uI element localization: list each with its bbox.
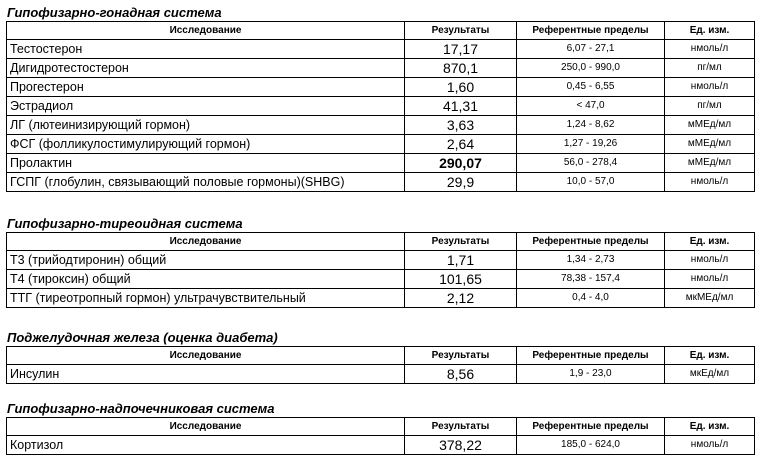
table-row (7, 251, 755, 270)
test-result: 8,56 (405, 365, 517, 384)
test-reference: 1,24 - 8,62 (517, 116, 665, 135)
test-result: 17,17 (405, 40, 517, 59)
table-row (7, 436, 755, 455)
table-row (7, 135, 755, 154)
test-name: Т4 (тироксин) общий (7, 270, 405, 289)
test-name: ФСГ (фолликулостимулирующий гормон) (7, 135, 405, 154)
header-units: Ед. изм. (665, 22, 755, 40)
test-result: 101,65 (405, 270, 517, 289)
results-table (6, 417, 755, 455)
test-name: Эстрадиол (7, 97, 405, 116)
table-header-row (7, 418, 755, 436)
section-title: Гипофизарно-надпочечниковая система (7, 401, 275, 416)
test-name: ЛГ (лютеинизирующий гормон) (7, 116, 405, 135)
test-result: 29,9 (405, 173, 517, 192)
results-table (6, 346, 755, 384)
test-reference: 78,38 - 157,4 (517, 270, 665, 289)
test-unit: нмоль/л (665, 173, 755, 192)
test-unit: пг/мл (665, 97, 755, 116)
test-unit: мМЕд/мл (665, 135, 755, 154)
section-pancreas (6, 329, 762, 384)
test-name: ГСПГ (глобулин, связывающий половые гормоны)(SHBG) (7, 173, 405, 192)
test-unit: нмоль/л (665, 78, 755, 97)
header-results: Результаты (405, 233, 517, 251)
test-result: 1,60 (405, 78, 517, 97)
test-reference: 1,34 - 2,73 (517, 251, 665, 270)
header-units: Ед. изм. (665, 418, 755, 436)
test-name: Прогестерон (7, 78, 405, 97)
test-reference: 250,0 - 990,0 (517, 59, 665, 78)
test-result-out-of-range: 290,07 (405, 154, 517, 173)
test-name: Инсулин (7, 365, 405, 384)
header-reference: Референтные пределы (517, 347, 665, 365)
header-results: Результаты (405, 22, 517, 40)
test-result: 3,63 (405, 116, 517, 135)
test-result: 870,1 (405, 59, 517, 78)
test-result: 378,22 (405, 436, 517, 455)
test-reference: 10,0 - 57,0 (517, 173, 665, 192)
test-name: ТТГ (тиреотропный гормон) ультрачувствительный (7, 289, 405, 308)
test-reference: 1,9 - 23,0 (517, 365, 665, 384)
test-name: Кортизол (7, 436, 405, 455)
table-row (7, 97, 755, 116)
header-reference: Референтные пределы (517, 418, 665, 436)
test-reference: 56,0 - 278,4 (517, 154, 665, 173)
test-unit: мМЕд/мл (665, 154, 755, 173)
test-reference: 6,07 - 27,1 (517, 40, 665, 59)
results-table (6, 232, 755, 308)
table-row (7, 59, 755, 78)
table-row (7, 173, 755, 192)
test-result: 2,64 (405, 135, 517, 154)
section-title: Гипофизарно-гонадная система (7, 5, 222, 20)
table-header-row (7, 233, 755, 251)
table-row (7, 270, 755, 289)
test-reference: 185,0 - 624,0 (517, 436, 665, 455)
test-reference: 0,45 - 6,55 (517, 78, 665, 97)
table-row (7, 154, 755, 173)
test-reference: 0,4 - 4,0 (517, 289, 665, 308)
table-row (7, 289, 755, 308)
section-pituitary-gonadal (6, 4, 762, 192)
header-units: Ед. изм. (665, 233, 755, 251)
section-title: Поджелудочная железа (оценка диабета) (7, 330, 278, 345)
test-unit: пг/мл (665, 59, 755, 78)
table-row (7, 116, 755, 135)
results-table (6, 21, 755, 192)
table-row (7, 78, 755, 97)
header-units: Ед. изм. (665, 347, 755, 365)
header-study: Исследование (7, 22, 405, 40)
test-unit: нмоль/л (665, 251, 755, 270)
test-name: Пролактин (7, 154, 405, 173)
table-header-row (7, 22, 755, 40)
section-title: Гипофизарно-тиреоидная система (7, 216, 243, 231)
test-name: Тестостерон (7, 40, 405, 59)
table-row (7, 40, 755, 59)
test-unit: мМЕд/мл (665, 116, 755, 135)
test-result: 41,31 (405, 97, 517, 116)
header-results: Результаты (405, 418, 517, 436)
test-unit: нмоль/л (665, 270, 755, 289)
test-unit: мкМЕд/мл (665, 289, 755, 308)
section-pituitary-thyroid (6, 215, 762, 308)
header-study: Исследование (7, 347, 405, 365)
test-unit: нмоль/л (665, 436, 755, 455)
test-unit: нмоль/л (665, 40, 755, 59)
table-header-row (7, 347, 755, 365)
test-result: 1,71 (405, 251, 517, 270)
test-reference: 1,27 - 19,26 (517, 135, 665, 154)
header-study: Исследование (7, 233, 405, 251)
header-reference: Референтные пределы (517, 233, 665, 251)
test-name: Дигидротестостерон (7, 59, 405, 78)
header-study: Исследование (7, 418, 405, 436)
test-name: Т3 (трийодтиронин) общий (7, 251, 405, 270)
header-results: Результаты (405, 347, 517, 365)
test-reference: < 47,0 (517, 97, 665, 116)
test-result: 2,12 (405, 289, 517, 308)
section-pituitary-adrenal (6, 400, 762, 455)
header-reference: Референтные пределы (517, 22, 665, 40)
test-unit: мкЕд/мл (665, 365, 755, 384)
table-row (7, 365, 755, 384)
